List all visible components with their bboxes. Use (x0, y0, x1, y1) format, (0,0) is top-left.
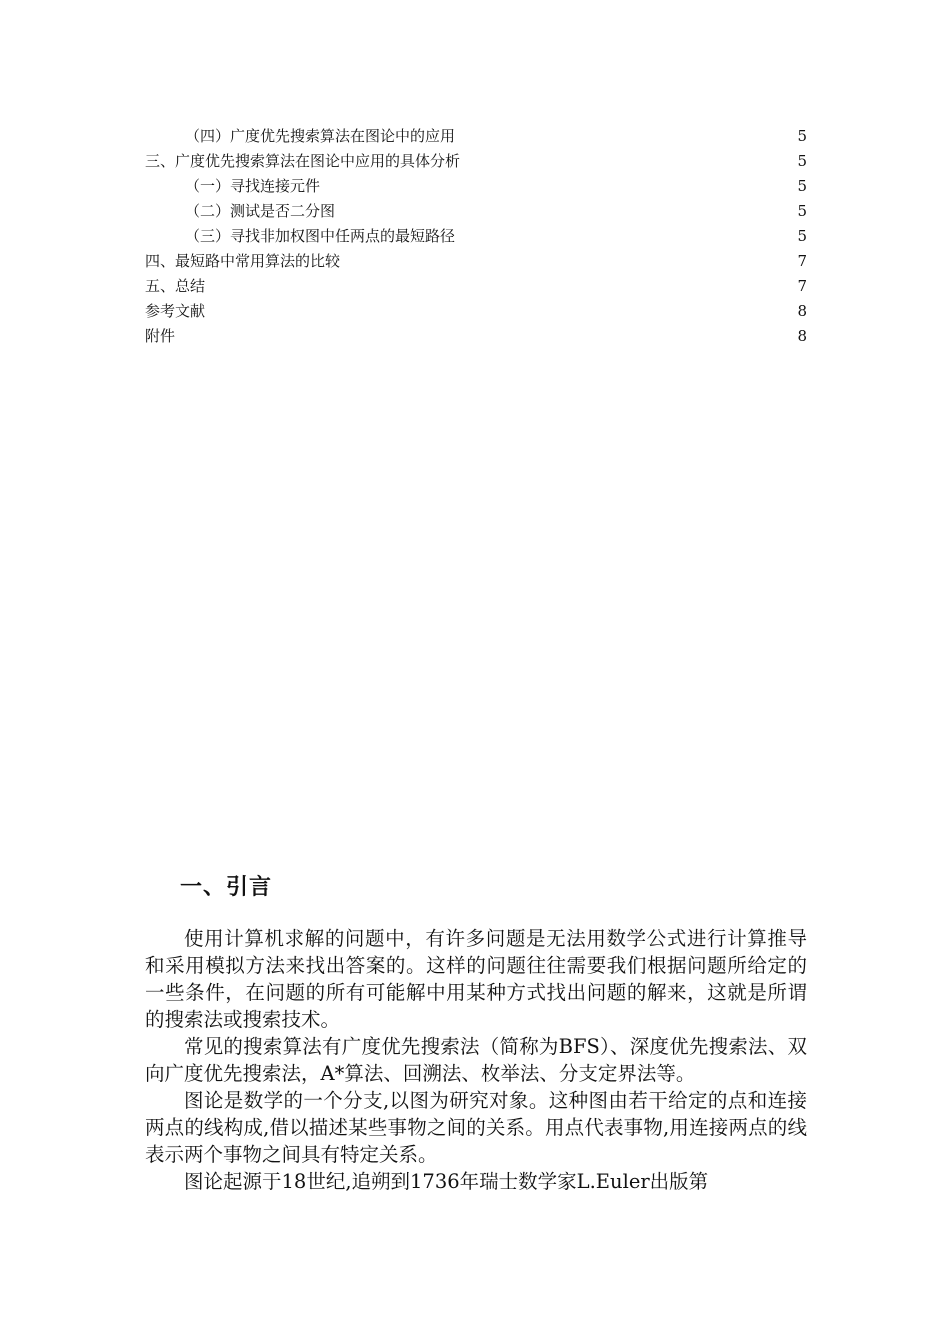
toc-entry-page: 5 (797, 127, 807, 145)
toc-entry-page: 5 (797, 227, 807, 245)
toc-entry[interactable] (145, 124, 807, 149)
toc-entry[interactable] (145, 149, 807, 174)
paragraph: 常见的搜索算法有广度优先搜索法（简称为BFS）、深度优先搜索法、双向广度优先搜索法，A*算法、回溯法、枚举法、分支定界法等。 (145, 1035, 807, 1085)
toc-entry[interactable] (145, 274, 807, 299)
toc-entry-page: 7 (797, 277, 807, 295)
table-of-contents (145, 124, 807, 349)
toc-entry[interactable] (145, 299, 807, 324)
toc-entry-title: （一）寻找连接元件 (185, 177, 321, 195)
toc-entry[interactable] (145, 324, 807, 349)
toc-entry-page: 5 (797, 202, 807, 220)
toc-entry-title: 四、最短路中常用算法的比较 (145, 252, 341, 270)
toc-entry[interactable] (145, 199, 807, 224)
paragraph: 图论是数学的一个分支,以图为研究对象。这种图由若干给定的点和连接两点的线构成,借以描述某些事物之间的关系。用点代表事物,用连接两点的线表示两个事物之间具有特定关系。 (145, 1089, 807, 1166)
toc-entry[interactable] (145, 174, 807, 199)
section-body (145, 925, 807, 1195)
toc-entry-page: 8 (797, 327, 807, 345)
section-heading: 一、引言 (180, 875, 273, 900)
toc-entry-title: （二）测试是否二分图 (185, 202, 336, 220)
toc-entry-title: 附件 (145, 327, 176, 345)
paragraph: 图论起源于18世纪,追朔到1736年瑞士数学家L.Euler出版第 (184, 1170, 709, 1193)
toc-entry-title: 参考文献 (145, 302, 206, 320)
toc-entry[interactable] (145, 249, 807, 274)
toc-entry-page: 5 (797, 152, 807, 170)
toc-entry[interactable] (145, 224, 807, 249)
toc-entry-page: 5 (797, 177, 807, 195)
toc-entry-title: （三）寻找非加权图中任两点的最短路径 (185, 227, 456, 245)
paragraph: 使用计算机求解的问题中，有许多问题是无法用数学公式进行计算推导和采用模拟方法来找出答案的。这样的问题往往需要我们根据问题所给定的一些条件，在问题的所有可能解中用某种方式找出问题的解来，这就是所谓的搜索法或搜索技术。 (145, 927, 807, 1031)
toc-entry-title: （四）广度优先搜索算法在图论中的应用 (185, 127, 456, 145)
toc-entry-page: 8 (797, 302, 807, 320)
toc-entry-title: 五、总结 (145, 277, 206, 295)
toc-entry-title: 三、广度优先搜索算法在图论中应用的具体分析 (145, 152, 461, 170)
toc-entry-page: 7 (797, 252, 807, 270)
